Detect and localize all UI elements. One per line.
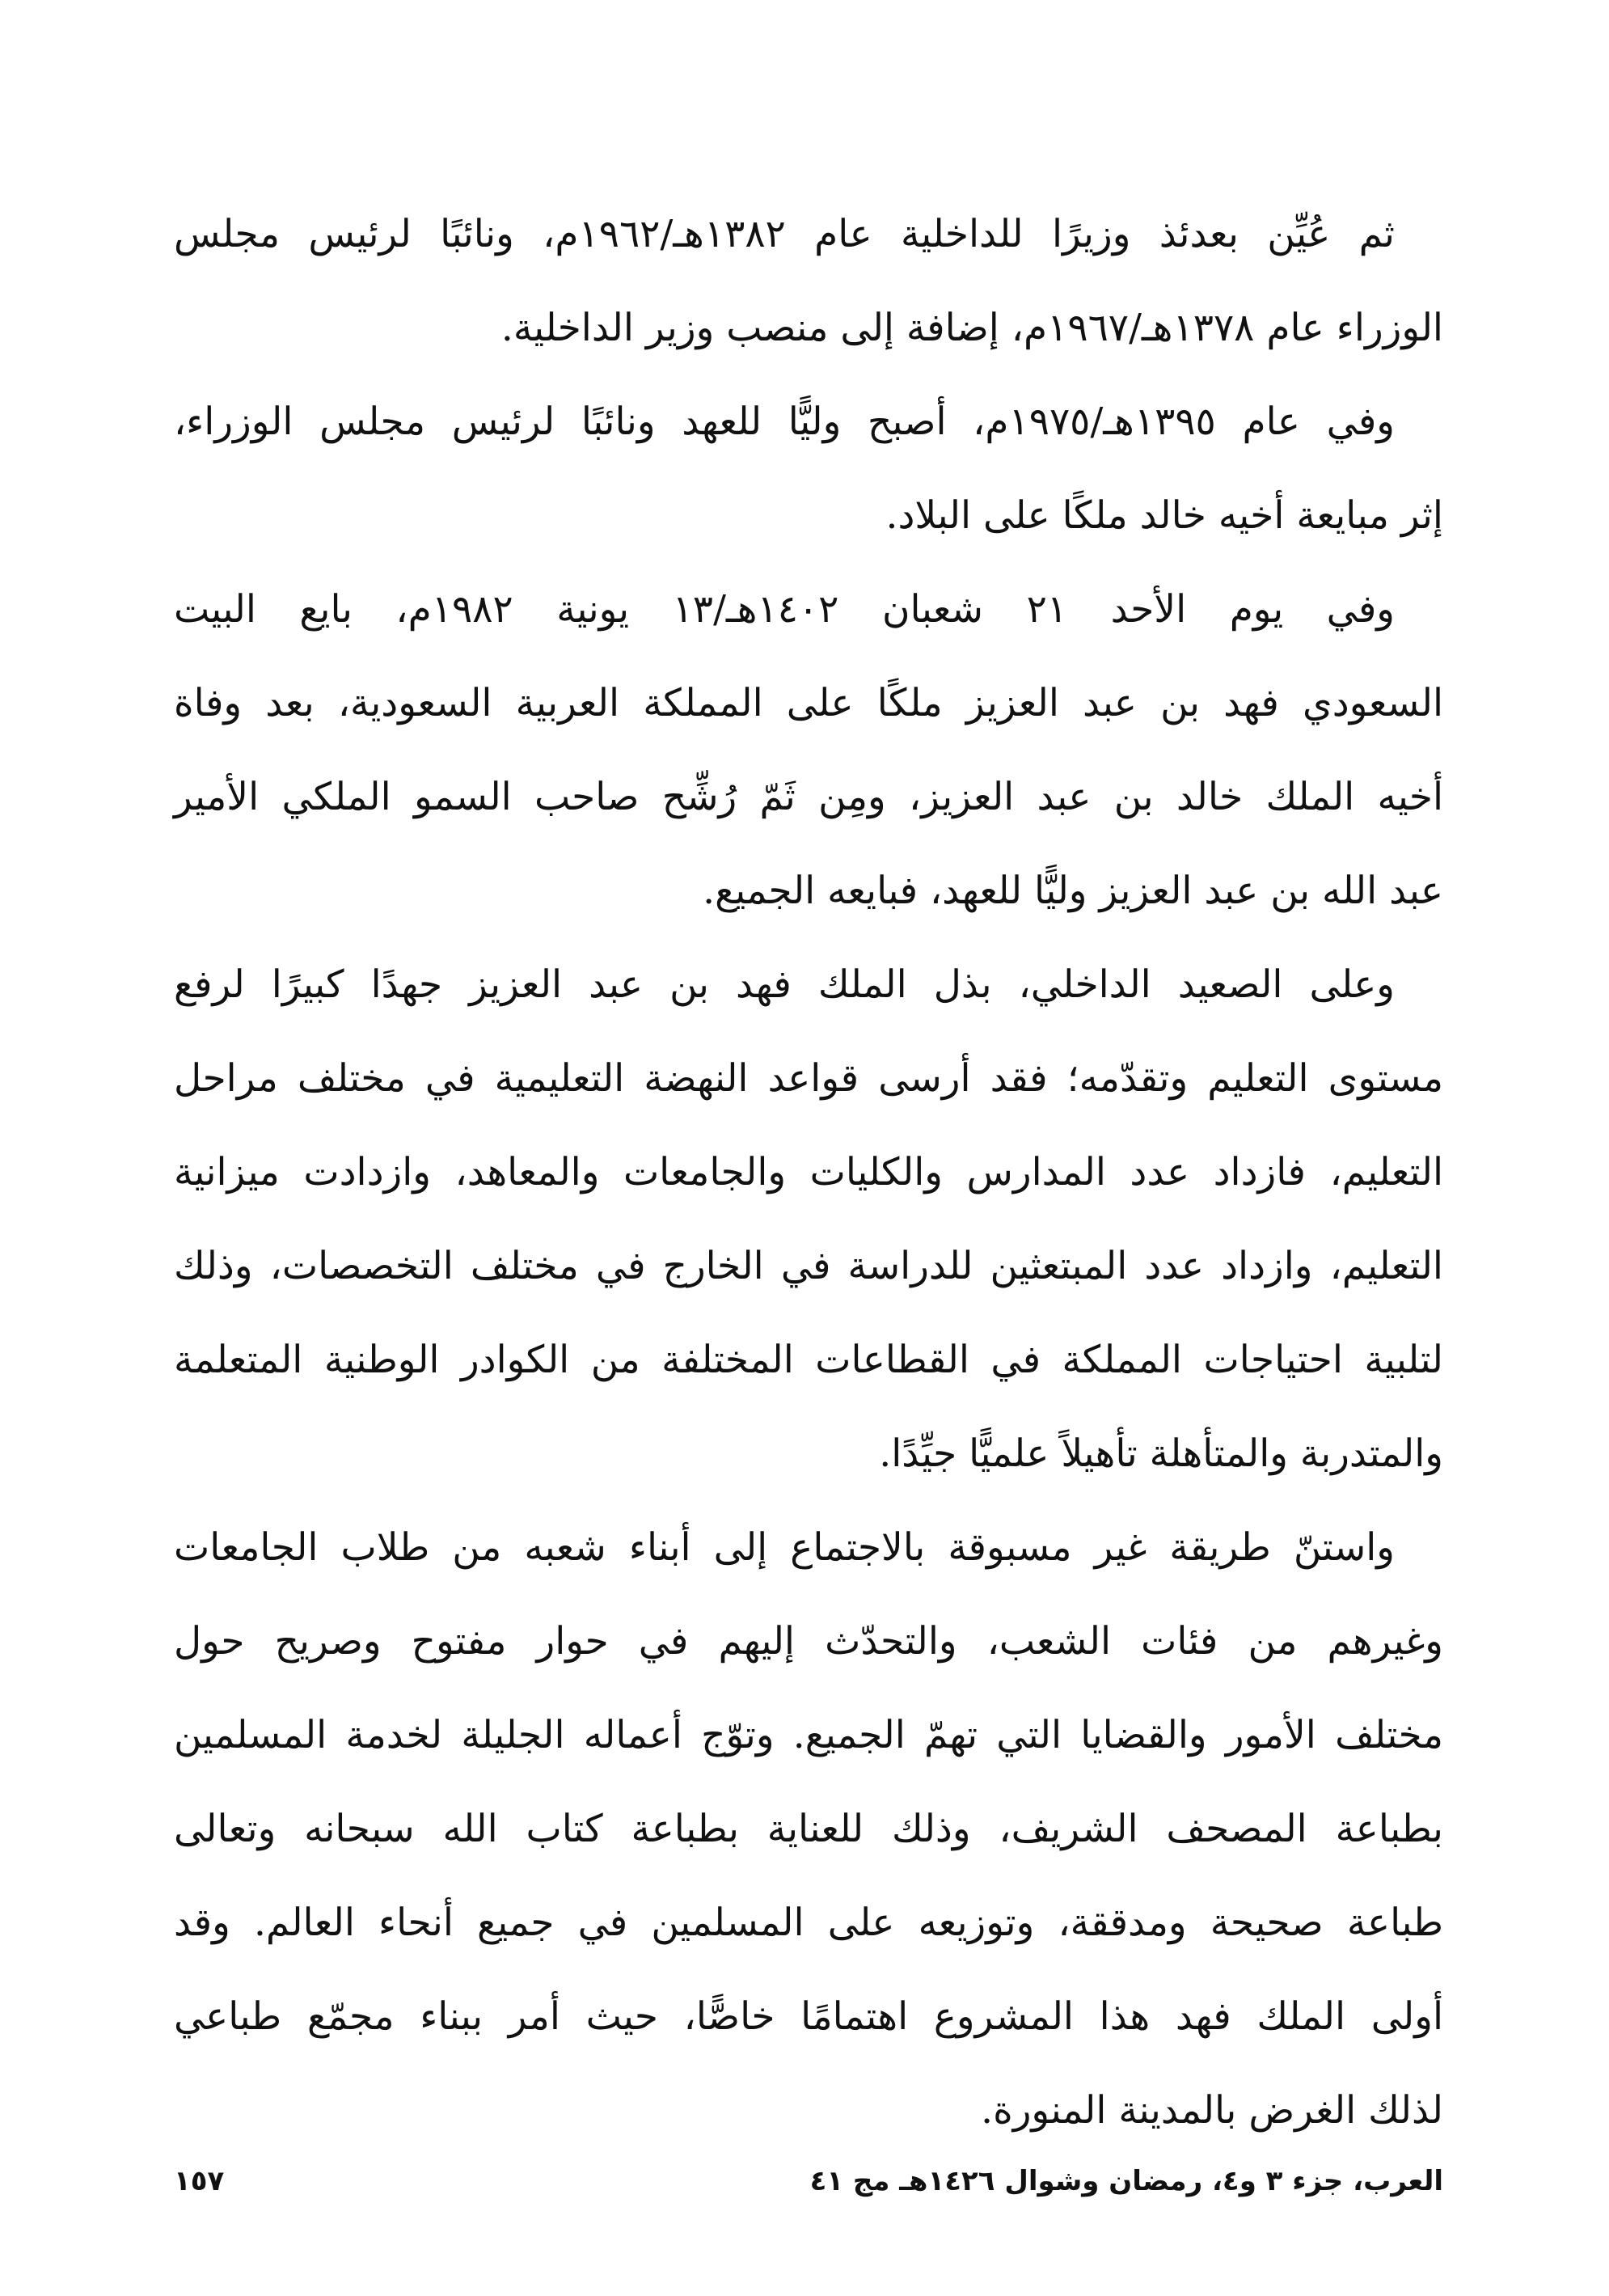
text-line: عبد الله بن عبد العزيز وليًّا للعهد، فبايعه الجميع. xyxy=(703,869,1443,913)
text-line: وغيرهم من فئات الشعب، والتحدّث إليهم في حوار مفتوح وصريح حول xyxy=(174,1619,1443,1664)
text-line: لتلبية احتياجات المملكة في القطاعات المختلفة من الكوادر الوطنية المتعلمة xyxy=(174,1338,1443,1382)
text-line: إثر مبايعة أخيه خالد ملكًا على البلاد. xyxy=(885,493,1443,538)
journal-citation: العرب، جزء ٣ و٤، رمضان وشوال ١٤٢٦هـ مج ٤١ xyxy=(809,2165,1443,2197)
text-line: واستنّ طريقة غير مسبوقة بالاجتماع إلى أبناء شعبه من طلاب الجامعات xyxy=(174,1525,1395,1570)
body-text xyxy=(174,188,1443,2158)
paragraph xyxy=(174,1501,1443,2158)
text-line: أخيه الملك خالد بن عبد العزيز، ومِن ثَمّ رُشِّح صاحب السمو الملكي الأمير xyxy=(174,775,1443,819)
text-line: وعلى الصعيد الداخلي، بذل الملك فهد بن عبد العزيز جهدًا كبيرًا لرفع xyxy=(174,962,1395,1007)
text-line: أولى الملك فهد هذا المشروع اهتمامًا خاصًّا، حيث أمر ببناء مجمّع طباعي xyxy=(174,1994,1443,2039)
text-line: والمتدربة والمتأهلة تأهيلاً علميًّا جيِّدًا. xyxy=(879,1431,1443,1476)
text-line: وفي يوم الأحد ٢١ شعبان ١٤٠٢هـ/١٣ يونية ١٩٨٢م، بايع البيت xyxy=(174,587,1396,632)
text-line: ثم عُيِّن بعدئذ وزيرًا للداخلية عام ١٣٨٢هـ/١٩٦٢م، ونائبًا لرئيس مجلس xyxy=(174,212,1396,256)
paragraph xyxy=(174,563,1443,938)
text-line: التعليم، فازداد عدد المدارس والكليات والجامعات والمعاهد، وازدادت ميزانية xyxy=(174,1150,1443,1195)
paragraph xyxy=(174,375,1443,563)
text-line: لذلك الغرض بالمدينة المنورة. xyxy=(981,2088,1443,2133)
page-footer xyxy=(174,2161,1443,2201)
text-line: مختلف الأمور والقضايا التي تهمّ الجميع. وتوّج أعماله الجليلة لخدمة المسلمين xyxy=(174,1713,1443,1757)
text-line: الوزراء عام ١٣٧٨هـ/١٩٦٧م، إضافة إلى منصب وزير الداخلية. xyxy=(500,306,1443,350)
paragraph xyxy=(174,188,1443,375)
text-line: وفي عام ١٣٩٥هـ/١٩٧٥م، أصبح وليًّا للعهد ونائبًا لرئيس مجلس الوزراء، xyxy=(174,400,1395,444)
text-line: السعودي فهد بن عبد العزيز ملكًا على المملكة العربية السعودية، بعد وفاة xyxy=(174,681,1443,725)
text-line: بطباعة المصحف الشريف، وذلك للعناية بطباعة كتاب الله سبحانه وتعالى xyxy=(174,1807,1443,1851)
text-line: طباعة صحيحة ومدققة، وتوزيعه على المسلمين في جميع أنحاء العالم. وقد xyxy=(174,1901,1443,1945)
page-number: ١٥٧ xyxy=(174,2165,225,2197)
paragraph xyxy=(174,938,1443,1501)
text-line: التعليم، وازداد عدد المبتعثين للدراسة في الخارج في مختلف التخصصات، وذلك xyxy=(174,1244,1443,1288)
text-line: مستوى التعليم وتقدّمه؛ فقد أرسى قواعد النهضة التعليمية في مختلف مراحل xyxy=(174,1056,1443,1101)
